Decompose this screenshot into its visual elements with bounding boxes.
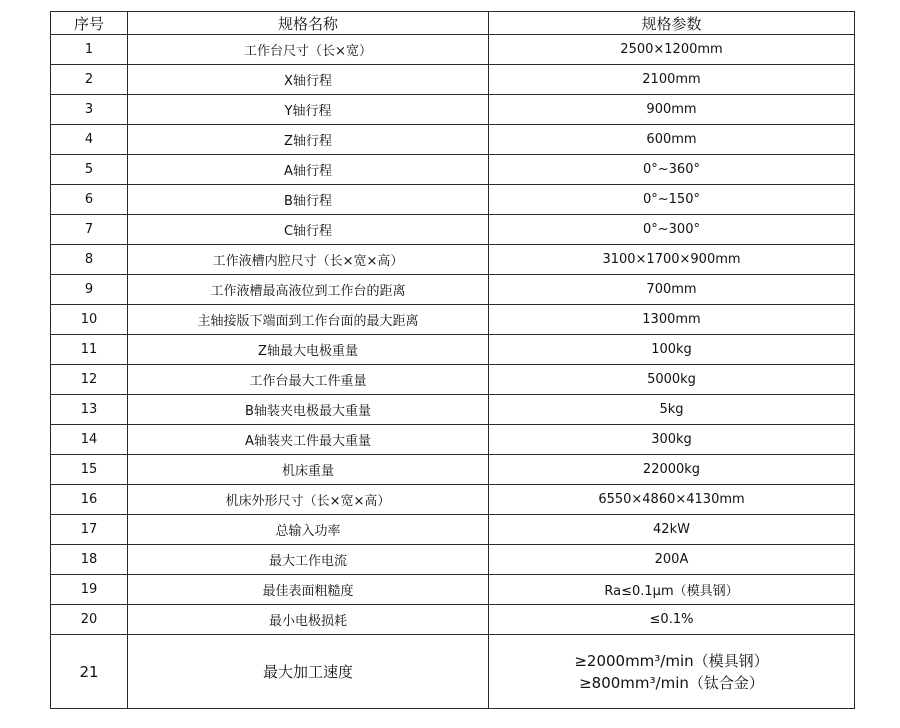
table-header-row bbox=[51, 12, 855, 35]
row-spec-value bbox=[489, 635, 855, 709]
row-no: 21 bbox=[51, 635, 128, 709]
row-spec-name: X轴行程 bbox=[128, 65, 489, 95]
row-spec-value: 6550×4860×4130mm bbox=[489, 485, 855, 515]
row-spec-value: 100kg bbox=[489, 335, 855, 365]
row-spec-name: 主轴接版下端面到工作台面的最大距离 bbox=[128, 305, 489, 335]
row-no: 5 bbox=[51, 155, 128, 185]
row-spec-value: ≤0.1% bbox=[489, 605, 855, 635]
row-no: 14 bbox=[51, 425, 128, 455]
row-no: 9 bbox=[51, 275, 128, 305]
table-row bbox=[51, 65, 855, 95]
table-row bbox=[51, 305, 855, 335]
row-spec-value: 700mm bbox=[489, 275, 855, 305]
table-row bbox=[51, 575, 855, 605]
table-row bbox=[51, 455, 855, 485]
row-spec-name: A轴装夹工件最大重量 bbox=[128, 425, 489, 455]
row-spec-value: 2500×1200mm bbox=[489, 35, 855, 65]
row-spec-name: B轴行程 bbox=[128, 185, 489, 215]
row-no: 11 bbox=[51, 335, 128, 365]
header-spec-value: 规格参数 bbox=[489, 12, 855, 35]
row-spec-value: 5000kg bbox=[489, 365, 855, 395]
row-no: 3 bbox=[51, 95, 128, 125]
table-row bbox=[51, 215, 855, 245]
row-no: 2 bbox=[51, 65, 128, 95]
row-spec-name: B轴装夹电极最大重量 bbox=[128, 395, 489, 425]
row-no: 6 bbox=[51, 185, 128, 215]
table-row bbox=[51, 365, 855, 395]
row-no: 17 bbox=[51, 515, 128, 545]
table-row bbox=[51, 155, 855, 185]
row-spec-value: 300kg bbox=[489, 425, 855, 455]
spec-table bbox=[50, 11, 855, 709]
table-row bbox=[51, 125, 855, 155]
table-body bbox=[51, 35, 855, 709]
row-no: 8 bbox=[51, 245, 128, 275]
row-spec-value: 0°~150° bbox=[489, 185, 855, 215]
table-row bbox=[51, 185, 855, 215]
row-no: 1 bbox=[51, 35, 128, 65]
row-spec-name: 最佳表面粗糙度 bbox=[128, 575, 489, 605]
row-spec-name: A轴行程 bbox=[128, 155, 489, 185]
row-no: 19 bbox=[51, 575, 128, 605]
table-row bbox=[51, 425, 855, 455]
row-spec-name: 最大工作电流 bbox=[128, 545, 489, 575]
row-spec-value: 0°~360° bbox=[489, 155, 855, 185]
header-no: 序号 bbox=[51, 12, 128, 35]
table-row bbox=[51, 95, 855, 125]
row-no: 16 bbox=[51, 485, 128, 515]
row-spec-name: Y轴行程 bbox=[128, 95, 489, 125]
row-spec-value: 600mm bbox=[489, 125, 855, 155]
row-spec-value: 900mm bbox=[489, 95, 855, 125]
row-spec-name: 工作台最大工件重量 bbox=[128, 365, 489, 395]
row-spec-value: Ra≤0.1μm（模具钢） bbox=[489, 575, 855, 605]
row-spec-name: C轴行程 bbox=[128, 215, 489, 245]
row-spec-value: 2100mm bbox=[489, 65, 855, 95]
row-spec-value: 0°~300° bbox=[489, 215, 855, 245]
row-spec-value: 22000kg bbox=[489, 455, 855, 485]
row-spec-value: 1300mm bbox=[489, 305, 855, 335]
row-spec-name: 最小电极损耗 bbox=[128, 605, 489, 635]
table-row bbox=[51, 335, 855, 365]
row-spec-value: 42kW bbox=[489, 515, 855, 545]
row-spec-name: 工作液槽最高液位到工作台的距离 bbox=[128, 275, 489, 305]
row-no: 15 bbox=[51, 455, 128, 485]
row-spec-name: 机床重量 bbox=[128, 455, 489, 485]
row-no: 20 bbox=[51, 605, 128, 635]
row-no: 18 bbox=[51, 545, 128, 575]
table-row bbox=[51, 605, 855, 635]
row-spec-value: 5kg bbox=[489, 395, 855, 425]
row-spec-name: 工作台尺寸（长×宽） bbox=[128, 35, 489, 65]
row-no: 10 bbox=[51, 305, 128, 335]
row-spec-name: Z轴行程 bbox=[128, 125, 489, 155]
table-row bbox=[51, 635, 855, 709]
table-row bbox=[51, 395, 855, 425]
row-spec-name: 机床外形尺寸（长×宽×高） bbox=[128, 485, 489, 515]
row-spec-value: 3100×1700×900mm bbox=[489, 245, 855, 275]
row-spec-name: 工作液槽内腔尺寸（长×宽×高） bbox=[128, 245, 489, 275]
table-row bbox=[51, 545, 855, 575]
header-spec-name: 规格名称 bbox=[128, 12, 489, 35]
row-spec-name: 最大加工速度 bbox=[128, 635, 489, 709]
row-no: 12 bbox=[51, 365, 128, 395]
spec-value-line: ≥2000mm³/min（模具钢） bbox=[574, 651, 769, 670]
table-row bbox=[51, 35, 855, 65]
row-spec-name: 总输入功率 bbox=[128, 515, 489, 545]
spec-value-line: ≥800mm³/min（钛合金） bbox=[579, 673, 764, 692]
row-spec-value: 200A bbox=[489, 545, 855, 575]
row-no: 4 bbox=[51, 125, 128, 155]
table-row bbox=[51, 515, 855, 545]
table-row bbox=[51, 245, 855, 275]
table-row bbox=[51, 275, 855, 305]
table-row bbox=[51, 485, 855, 515]
row-no: 13 bbox=[51, 395, 128, 425]
row-spec-name: Z轴最大电极重量 bbox=[128, 335, 489, 365]
row-no: 7 bbox=[51, 215, 128, 245]
